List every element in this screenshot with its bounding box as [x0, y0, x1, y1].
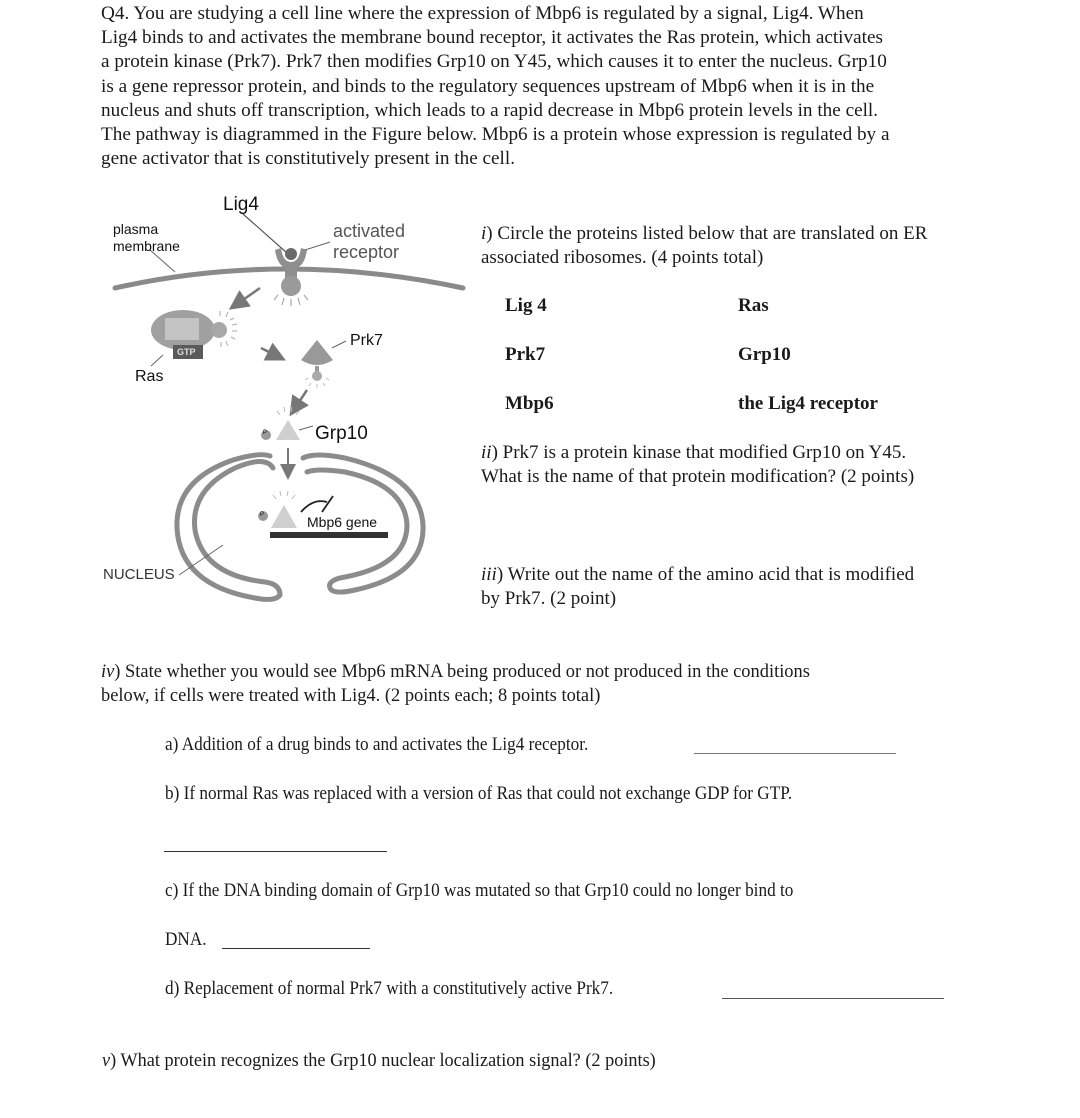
condition-b: b) If normal Ras was replaced with a version of Ras that could not exchange GDP for GTP. — [165, 784, 793, 804]
condition-c-line2: DNA. — [165, 930, 207, 950]
prk7-protein-icon — [301, 340, 333, 388]
mbp6-gene-dna — [270, 532, 388, 538]
mbp6-gene-label: Mbp6 gene — [307, 514, 378, 530]
intro-line: Lig4 binds to and activates the membrane bound receptor, it activates the Ras protein, which activates — [101, 27, 883, 49]
phospho-label: P — [260, 512, 265, 518]
phospho-label: P — [263, 430, 268, 436]
intro-line: gene activator that is constitutively present in the cell. — [101, 148, 516, 170]
option-mbp6[interactable]: Mbp6 — [505, 393, 554, 414]
part-ii-prompt: ii) Prk7 is a protein kinase that modified Grp10 on Y45. What is the name of that protein modification? (2 points) — [481, 442, 915, 487]
receptor-icon — [274, 248, 308, 306]
nucleus-label: NUCLEUS — [103, 566, 175, 583]
grp10-label: Grp10 — [315, 423, 368, 444]
part-iii-numeral: iii — [481, 564, 497, 585]
gtp-label: GTP — [177, 347, 196, 357]
part-iv-prompt: iv) State whether you would see Mbp6 mRNA being produced or not produced in the conditions below, if cells were treated with Lig4. (2 points each; 8 points total) — [101, 661, 810, 706]
part-i-numeral: i — [481, 223, 487, 244]
intro-line: a protein kinase (Prk7). Prk7 then modifies Grp10 on Y45, which causes it to enter the nucleus. Grp10 — [101, 51, 887, 73]
plasma-membrane-label: plasma membrane — [113, 221, 180, 254]
intro-line: Q4. You are studying a cell line where the expression of Mbp6 is regulated by a signal, Lig4. When — [101, 3, 864, 24]
intro-line: The pathway is diagrammed in the Figure below. Mbp6 is a protein whose expression is regulated by a — [101, 124, 890, 146]
intro-line: nucleus and shuts off transcription, which leads to a rapid decrease in Mbp6 protein levels in the cell. — [101, 99, 879, 121]
lig4-label: Lig4 — [223, 194, 259, 215]
condition-c-line1: c) If the DNA binding domain of Grp10 was mutated so that Grp10 could no longer bind to — [165, 881, 794, 901]
activated-receptor-label: activated receptor — [333, 221, 406, 262]
answer-blank-d[interactable] — [722, 998, 944, 999]
part-v-prompt: v) What protein recognizes the Grp10 nuclear localization signal? (2 points) — [102, 1050, 656, 1071]
grp10-bound-icon — [258, 491, 297, 528]
part-iv-numeral: iv — [101, 661, 115, 682]
option-prk7[interactable]: Prk7 — [505, 344, 546, 365]
option-lig4-receptor[interactable]: the Lig4 receptor — [738, 393, 878, 414]
condition-a: a) Addition of a drug binds to and activates the Lig4 receptor. — [165, 735, 589, 755]
condition-d: d) Replacement of normal Prk7 with a constitutively active Prk7. — [165, 979, 614, 999]
answer-blank-a[interactable] — [694, 753, 896, 754]
part-i-prompt: i) Circle the proteins listed below that are translated on ER associated ribosomes. (4 points total) — [481, 223, 928, 268]
question-intro — [101, 2, 1001, 171]
option-ras[interactable]: Ras — [738, 295, 769, 316]
option-grp10[interactable]: Grp10 — [738, 344, 791, 365]
option-lig4[interactable]: Lig 4 — [505, 295, 547, 316]
answer-blank-b[interactable] — [164, 851, 387, 852]
answer-blank-c[interactable] — [222, 948, 370, 949]
part-iii-prompt: iii) Write out the name of the amino acid that is modified by Prk7. (2 point) — [481, 564, 915, 609]
intro-line: is a gene repressor protein, and binds to the regulatory sequences upstream of Mbp6 when it is in the — [101, 75, 875, 97]
nucleus-envelope-icon — [177, 455, 423, 600]
prk7-label: Prk7 — [350, 332, 383, 349]
part-v-numeral: v — [102, 1050, 111, 1071]
ras-label: Ras — [135, 368, 164, 385]
part-ii-numeral: ii — [481, 442, 492, 463]
pathway-diagram — [95, 190, 475, 610]
